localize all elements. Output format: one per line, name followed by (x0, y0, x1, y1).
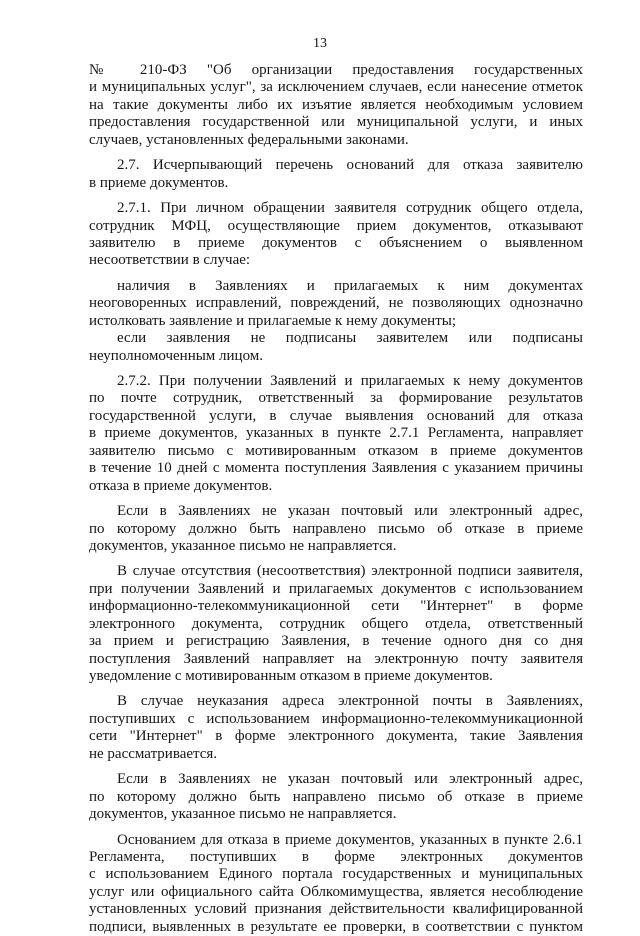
text-line: сотрудник МФЦ, осуществляющие прием документов, отказывают (89, 217, 583, 234)
text-line: с использованием Единого портала государственных и муниципальных (89, 866, 583, 883)
text-line: № 210-ФЗ "Об организации предоставления государственных (89, 62, 583, 78)
text-line: документов, указанное письмо не направляется. (89, 806, 397, 823)
text-line: В случае отсутствия (несоответствия) электронной подписи заявителя, (117, 563, 583, 580)
text-line: услуг или официального сайта Облкомимущества, является несоблюдение (89, 883, 583, 900)
text-line: по которому должно быть направлено письмо об отказе в приеме (89, 788, 583, 805)
text-line: Если в Заявлениях не указан почтовый или электронный адрес, (117, 771, 583, 788)
text-line: за прием и регистрацию Заявления, в течение одного дня со дня (89, 633, 583, 650)
text-line: подписи, выявленных в результате ее проверки, в соответствии с пунктом (89, 918, 583, 935)
text-line: несоответствии в случае: (89, 252, 251, 269)
text-line: в приеме документов, указанных в пункте 2.7.1 Регламента, направляет (89, 425, 583, 442)
text-line: Регламента, поступивших в форме электронных документов (89, 848, 583, 865)
text-line: предоставления государственной или муниципальной услуги, и иных (89, 114, 583, 131)
text-line: в приеме документов. (89, 174, 229, 191)
text-line: 2.7. Исчерпывающий перечень оснований для отказа заявителю (117, 157, 583, 174)
text-line: и муниципальных услуг", за исключением случаев, если нанесение отметок (89, 79, 583, 96)
text-line: Основанием для отказа в приеме документов, указанных в пункте 2.6.1 (117, 831, 583, 848)
paragraph-spacer (89, 763, 583, 771)
text-line: отказа в приеме документов. (89, 477, 273, 494)
text-line: по почте сотрудник, ответственный за формирование результатов (89, 390, 583, 407)
text-line: поступивших с использованием информационно-телекоммуникационной (89, 710, 583, 727)
paragraph-spacer (89, 365, 583, 373)
paragraph-spacer (89, 149, 583, 157)
text-line: Если в Заявлениях не указан почтовый или электронный адрес, (117, 503, 583, 520)
text-line: истолковать заявление и прилагаемые к нему документы; (89, 312, 457, 329)
text-line: заявителю в приеме документов с объяснением о выявленном (89, 234, 583, 251)
text-line: 2.7.1. При личном обращении заявителя сотрудник общего отдела, (117, 200, 583, 217)
text-line: уведомление с мотивированным отказом в приеме документов. (89, 668, 493, 684)
text-line: не рассматривается. (89, 745, 218, 762)
text-line: неоговоренных исправлений, повреждений, не позволяющих однозначно (89, 295, 583, 312)
text-line: на такие документы либо их изъятие является необходимым условием (89, 96, 583, 113)
paragraph-spacer (89, 192, 583, 200)
paragraph-spacer (89, 495, 583, 503)
page-number: 13 (313, 36, 327, 51)
text-line: неуполномоченным лицом. (89, 347, 264, 364)
text-line: если заявления не подписаны заявителем или подписаны (117, 330, 583, 347)
text-line: при получении Заявлений и прилагаемых документов с использованием (89, 580, 583, 597)
text-line: случаев, установленных федеральными законами. (89, 131, 409, 148)
text-line: государственной услуги, в случае выявления оснований для отказа (89, 407, 583, 424)
text-line: документов, указанное письмо не направляется. (89, 537, 397, 554)
text-line: В случае неуказания адреса электронной почты в Заявлениях, (117, 693, 583, 710)
paragraph-spacer (89, 685, 583, 693)
text-line: сети "Интернет" в форме электронного документа, такие Заявления (89, 728, 583, 745)
text-line: информационно-телекоммуникационной сети "Интернет" в форме (89, 598, 583, 615)
text-line: в течение 10 дней с момента поступления Заявления с указанием причины (89, 460, 583, 477)
paragraph-spacer (89, 824, 583, 832)
paragraph-spacer (89, 555, 583, 563)
text-line: по которому должно быть направлено письмо об отказе в приеме (89, 520, 583, 537)
text-line: заявителю письмо с мотивированным отказом в приеме документов (89, 442, 583, 459)
document-body (89, 62, 583, 936)
text-line: поступления Заявлений направляет на электронную почту заявителя (89, 650, 583, 667)
text-line: установленных условий признания действительности квалифицированной (89, 901, 583, 918)
text-line: электронного документа, сотрудник общего отдела, ответственный (89, 615, 583, 632)
text-line: наличия в Заявлениях и прилагаемых к ним документах (117, 277, 583, 294)
text-line: 2.7.2. При получении Заявлений и прилагаемых к нему документов (117, 373, 583, 389)
paragraph-spacer (89, 270, 583, 278)
